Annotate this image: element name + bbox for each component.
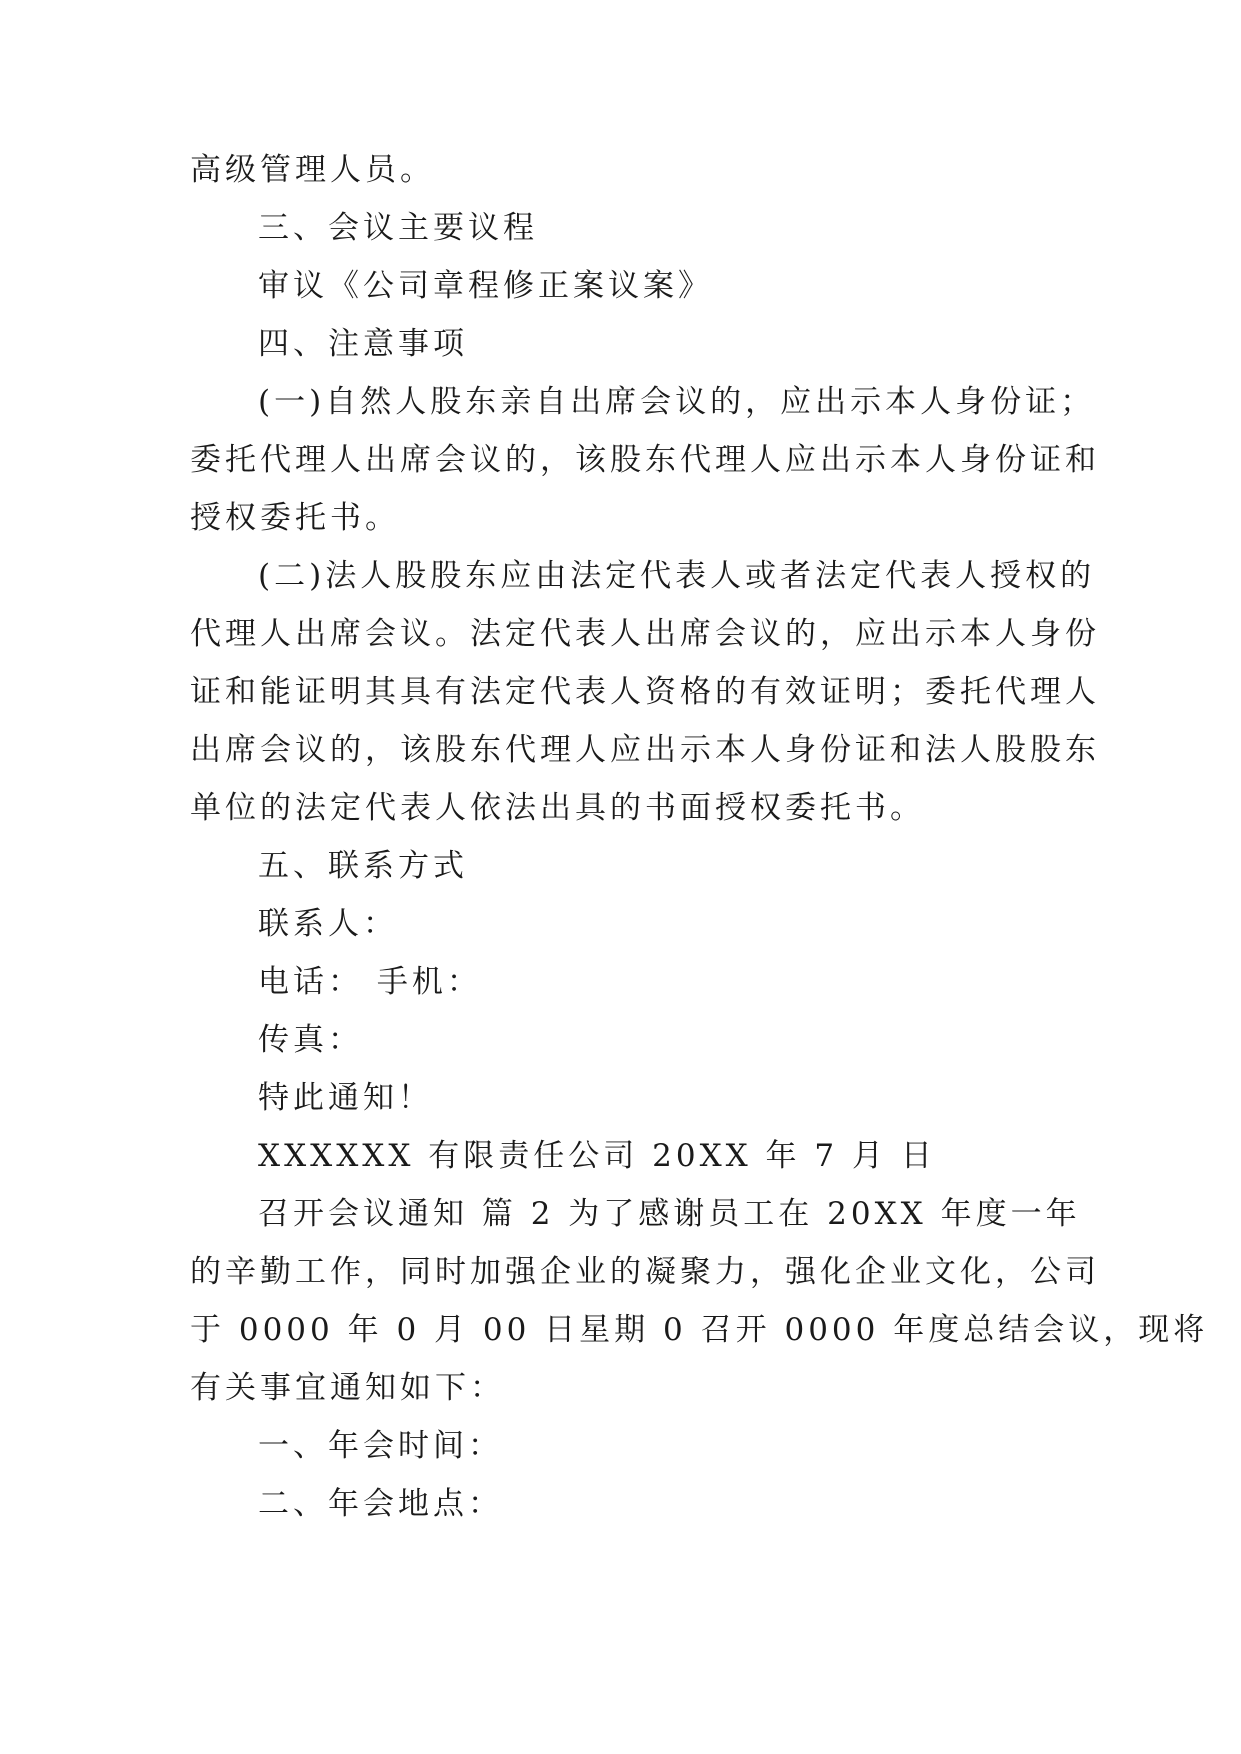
text-line: 传真： [258,1022,363,1058]
text-line: 证和能证明其具有法定代表人资格的有效证明；委托代理人 [190,674,1100,710]
section-heading: 二、年会地点： [258,1486,503,1522]
text-line: 于 0000 年 0 月 00 日星期 0 召开 0000 年度总结会议，现将 [190,1312,1209,1348]
text-line: 的辛勤工作，同时加强企业的凝聚力，强化企业文化，公司 [190,1254,1100,1290]
signature-line: XXXXXX 有限责任公司 20XX 年 7 月 日 [258,1138,936,1174]
text-line: 出席会议的，该股东代理人应出示本人身份证和法人股股东 [190,732,1100,768]
text-line: 特此通知！ [258,1080,433,1116]
text-line: 高级管理人员。 [190,152,435,188]
text-line: 委托代理人出席会议的，该股东代理人应出示本人身份证和 [190,442,1100,478]
text-line: 授权委托书。 [190,500,400,536]
text-line: (二)法人股股东应由法定代表人或者法定代表人授权的 [258,558,1096,594]
text-line: (一)自然人股东亲自出席会议的，应出示本人身份证； [258,384,1096,420]
section-heading: 五、联系方式 [258,848,468,884]
section-heading: 三、会议主要议程 [258,210,538,246]
text-line: 有关事宜通知如下： [190,1370,505,1406]
text-line: 审议《公司章程修正案议案》 [258,268,713,304]
text-line: 代理人出席会议。法定代表人出席会议的，应出示本人身份 [190,616,1100,652]
text-line: 单位的法定代表人依法出具的书面授权委托书。 [190,790,925,826]
text-line: 召开会议通知 篇 2 为了感谢员工在 20XX 年度一年 [258,1196,1081,1232]
section-heading: 一、年会时间： [258,1428,503,1464]
text-line: 电话： 手机： [258,964,482,1000]
section-heading: 四、注意事项 [258,326,468,362]
text-line: 联系人： [258,906,398,942]
